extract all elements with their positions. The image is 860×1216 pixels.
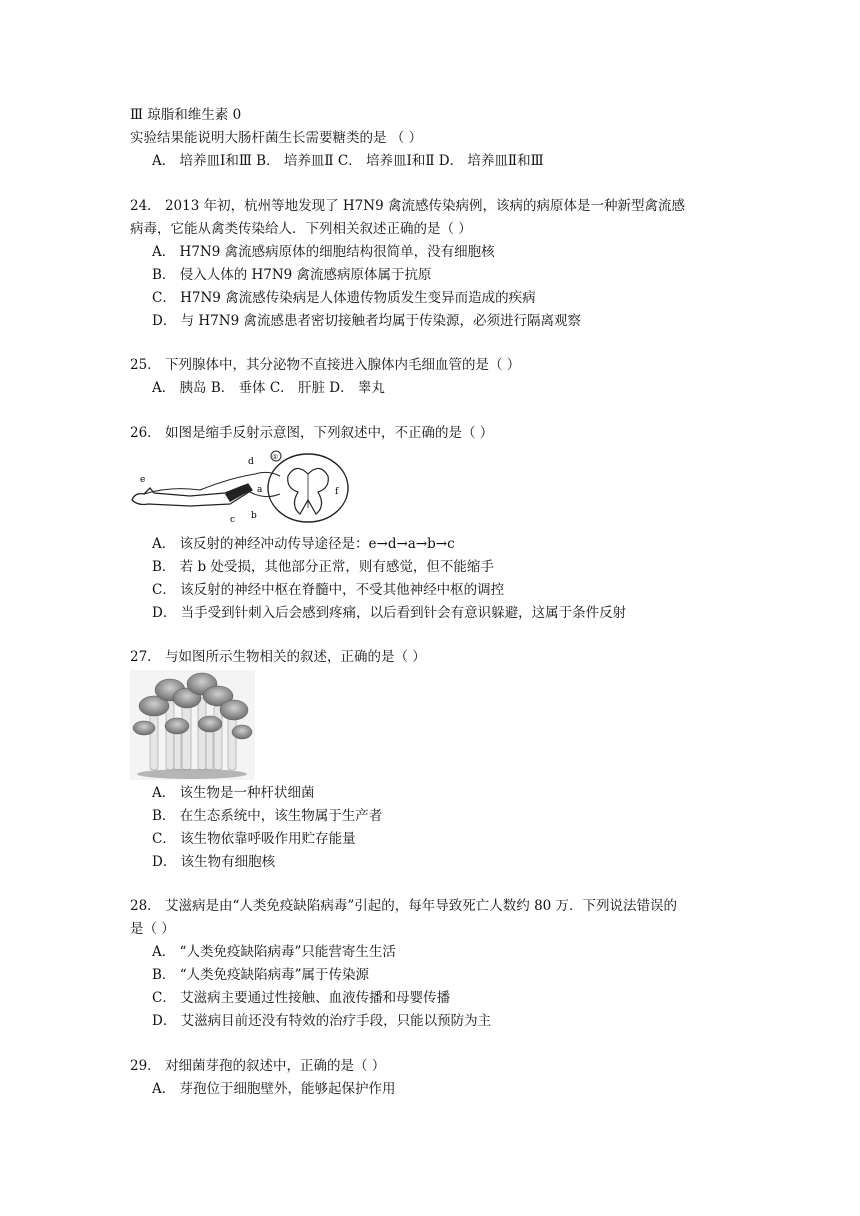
q26-option-b: B． 若 b 处受损，其他部分正常，则有感觉，但不能缩手 — [152, 559, 494, 575]
q28-option-b: B． “人类免疫缺陷病毒”属于传染源 — [152, 967, 370, 983]
q27-option-d: D． 该生物有细胞核 — [152, 854, 276, 870]
figure-label-a: a — [257, 485, 263, 495]
q28-option-d: D． 艾滋病目前还没有特效的治疗手段，只能以预防为主 — [152, 1013, 492, 1029]
q26-option-d: D． 当手受到针刺入后会感到疼痛，以后看到针会有意识躲避，这属于条件反射 — [152, 605, 627, 621]
q27-option-b: B． 在生态系统中，该生物属于生产者 — [152, 808, 383, 824]
figure-label-f: f — [335, 487, 339, 497]
q25-options: A． 胰岛 B． 垂体 C． 肝脏 D． 睾丸 — [152, 380, 385, 396]
q25-stem: 25． 下列腺体中，其分泌物不直接进入腺体内毛细血管的是（ ） — [130, 357, 521, 373]
q27-option-a: A． 该生物是一种杆状细菌 — [152, 785, 315, 801]
reflex-arc-diagram — [130, 448, 355, 528]
prev-question-options: A． 培养皿Ⅰ和Ⅲ B． 培养皿Ⅱ C． 培养皿Ⅰ和Ⅱ D． 培养皿Ⅱ和Ⅲ — [152, 153, 544, 169]
q26-stem: 26． 如图是缩手反射示意图，下列叙述中，不正确的是（ ） — [130, 425, 494, 441]
q24-stem-line-1: 24． 2013 年初，杭州等地发现了 H7N9 禽流感传染病例，该病的病原体是一种新型禽流感 — [130, 198, 685, 214]
prev-table-row-3: Ⅲ 琼脂和维生素 0 — [130, 107, 242, 123]
q24-option-d: D． 与 H7N9 禽流感患者密切接触者均属于传染源，必须进行隔离观察 — [152, 313, 581, 329]
q28-option-c: C． 艾滋病主要通过性接触、血液传播和母婴传播 — [152, 990, 451, 1006]
mushroom-photo — [130, 670, 255, 780]
figure-label-c: c — [230, 515, 236, 525]
q28-stem-line-2: 是（ ） — [130, 921, 175, 937]
figure-label-d: d — [248, 457, 254, 467]
figure-label-e: e — [140, 475, 146, 485]
q24-option-a: A． H7N9 禽流感病原体的细胞结构很简单，没有细胞核 — [152, 244, 495, 260]
q24-option-c: C． H7N9 禽流感传染病是人体遗传物质发生变异而造成的疾病 — [152, 290, 536, 306]
prev-question-stem: 实验结果能说明大肠杆菌生长需要糖类的是 （ ） — [130, 130, 423, 146]
q24-stem-line-2: 病毒，它能从禽类传染给人．下列相关叙述正确的是（ ） — [130, 221, 472, 237]
q26-option-a: A． 该反射的神经冲动传导途径是：e→d→a→b→c — [152, 536, 455, 552]
efferent-nerve — [250, 492, 280, 497]
q29-stem: 29． 对细菌芽孢的叙述中，正确的是（ ） — [130, 1058, 386, 1074]
q29-option-a: A． 芽孢位于细胞壁外，能够起保护作用 — [152, 1081, 396, 1097]
mushroom-base — [137, 769, 247, 779]
figure-label-1: ① — [272, 453, 279, 461]
q28-option-a: A． “人类免疫缺陷病毒”只能营寄生生活 — [152, 944, 396, 960]
q24-option-b: B． 侵入人体的 H7N9 禽流感病原体属于抗原 — [152, 267, 432, 283]
q26-option-c: C． 该反射的神经中枢在脊髓中，不受其他神经中枢的调控 — [152, 582, 505, 598]
q27-option-c: C． 该生物依靠呼吸作用贮存能量 — [152, 831, 356, 847]
q28-stem-line-1: 28． 艾滋病是由“人类免疫缺陷病毒”引起的，每年导致死亡人数约 80 万．下列说法错误的 — [130, 898, 678, 914]
figure-label-b: b — [251, 511, 257, 521]
q27-stem: 27． 与如图所示生物相关的叙述，正确的是（ ） — [130, 649, 426, 665]
